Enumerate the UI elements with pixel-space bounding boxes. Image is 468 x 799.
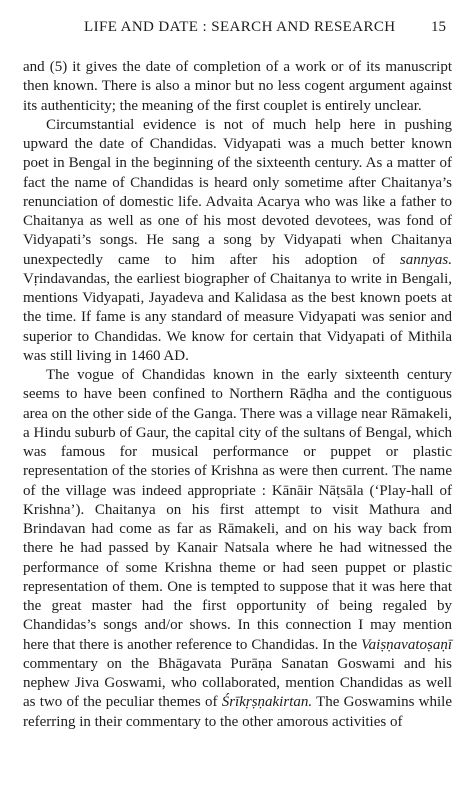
paragraph-text: and (5) it gives the date of completion of a work or of its manuscript then known. There is also a minor but no less cogent argument against its authenticity; the meaning of the first couplet is entirely unclear. bbox=[23, 59, 452, 114]
paragraph-text: Vṛindavandas, the earliest biographer of Chaitanya to write in Bengali, mentions Vidyapati, Jayadeva and Kalidasa as the best known poets at the time. If fame is any standard of measure Vidyapati was senior and superior to Chandidas. We know for certain that Vidyapati of Mithila was still living in 1460 AD. bbox=[23, 270, 452, 364]
body-text bbox=[23, 58, 452, 732]
paragraph-text: Circumstantial evidence is not of much help here in pushing upward the date of Chandidas. Vidyapati was a much better known poet in Bengal in the beginning of the sixteenth century. As a matter of fact the name of Chandidas is heard only sometime after Chaitanya’s renunciation of domestic life. Advaita Acarya who was like a father to Chaitanya as well as one of his most devoted devotees, was fond of Vidyapati’s songs. He sang a song by Vidyapati when Chaitanya unexpectedly came to him after his adoption of bbox=[23, 116, 452, 268]
running-head: LIFE AND DATE : SEARCH AND RESEARCH bbox=[84, 19, 396, 35]
page-number: 15 bbox=[431, 19, 446, 35]
paragraph-text: The Goswamins while referring in their commentary to the other amorous activities of bbox=[23, 694, 452, 730]
paragraph-3 bbox=[23, 366, 452, 732]
paragraph-1 bbox=[23, 58, 452, 116]
italic-title: Vaiṣṇavatoṣaṇī bbox=[361, 636, 452, 653]
italic-term: sannyas. bbox=[399, 251, 452, 268]
paragraph-text: commentary on the Bhāgavata Purāṇa Sanatan Goswami and his nephew Jiva Goswami, who collaborated, mention Chandidas as well as two of the peculiar themes of bbox=[23, 655, 452, 711]
italic-title: Śrīkṛṣṇakirtan. bbox=[221, 694, 313, 711]
paragraph-text: The vogue of Chandidas known in the early sixteenth century seems to have been confined to Northern Rāḍha and the contiguous area on the other side of the Ganga. There was a village near Rāmakeli, a Hindu suburb of Gaur, the capital city of the sultans of Bengal, which was famous for musical performance or puppet or plastic representation of the stories of Krishna as were then current. The name of the village was indeed appropriate : Kānāir Nāṭsāla (‘Play-hall of Krishna’). Chaitanya on his first attempt to visit Mathura and Brindavan had come as far as Rāmakeli, and on his way back from there he had passed by Kanair Natsala where he had witnessed the performance of some Krishna theme or had seen puppet or plastic representation of them. One is tempted to suppose that it was here that the great master had the first opportunity of being regaled by Chandidas’s songs and/or shows. In this connection I may mention here that there is another reference to Chandidas. In the bbox=[23, 367, 452, 653]
paragraph-2 bbox=[23, 116, 452, 366]
